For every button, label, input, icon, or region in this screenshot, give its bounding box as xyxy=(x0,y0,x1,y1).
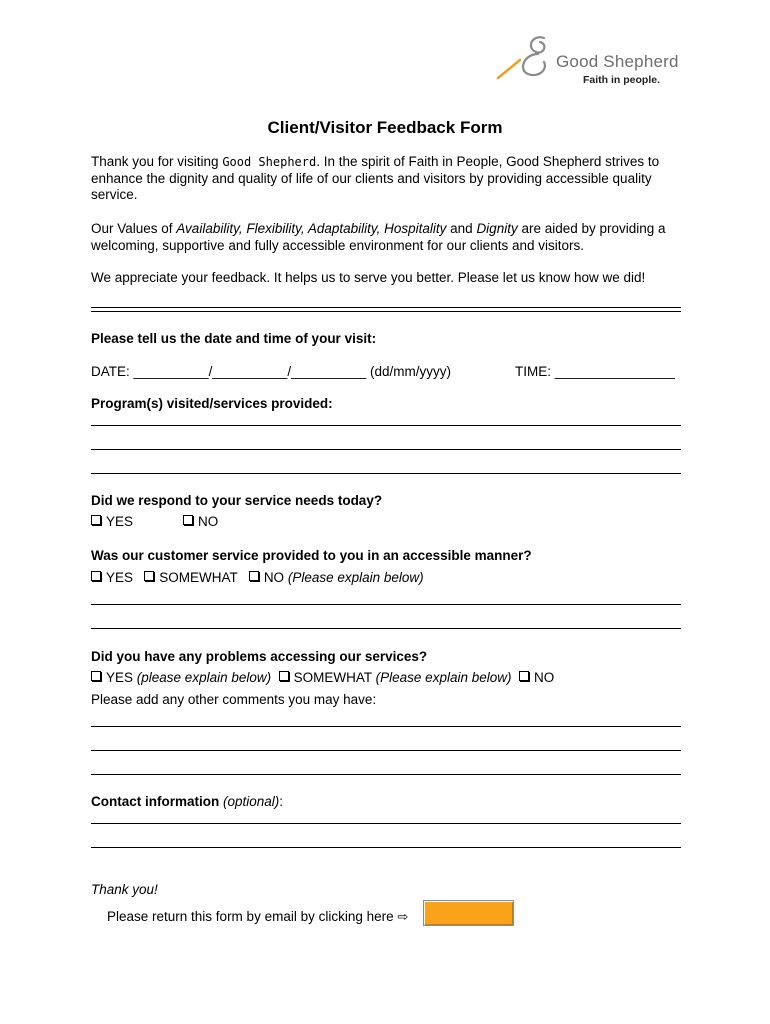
checkbox-icon[interactable] xyxy=(91,571,101,581)
logo-tagline: Faith in people. xyxy=(583,74,661,86)
checkbox-icon[interactable] xyxy=(519,671,529,681)
checkbox-icon[interactable] xyxy=(279,671,289,681)
logo-name: Good Shepherd xyxy=(556,52,679,71)
q3-no-option[interactable]: NO xyxy=(519,670,554,685)
return-instruction: Please return this form by email by clicking here ⇨ xyxy=(107,909,409,924)
q2-somewhat-option[interactable]: SOMEWHAT xyxy=(144,570,237,585)
visit-question: Please tell us the date and time of your visit: xyxy=(91,331,377,346)
checkbox-icon[interactable] xyxy=(91,515,101,525)
checkbox-icon[interactable] xyxy=(91,671,101,681)
programs-line-1[interactable] xyxy=(91,425,681,426)
programs-line-3[interactable] xyxy=(91,473,681,474)
checkbox-icon[interactable] xyxy=(249,571,259,581)
comments-prompt: Please add any other comments you may have: xyxy=(91,692,377,707)
q3-options xyxy=(91,670,554,685)
date-field[interactable]: DATE: __________/__________/__________ (dd/mm/yyyy) xyxy=(91,364,451,379)
q2-no-option[interactable]: NO (Please explain below) xyxy=(249,570,424,585)
q1-no-option[interactable]: NO xyxy=(183,514,218,529)
contact-label: Contact information (optional): xyxy=(91,794,284,809)
q2-yes-option[interactable]: YES xyxy=(91,570,133,585)
form-title: Client/Visitor Feedback Form xyxy=(267,118,503,137)
comments-line-1[interactable] xyxy=(91,726,681,727)
checkbox-icon[interactable] xyxy=(144,571,154,581)
comments-line-3[interactable] xyxy=(91,774,681,775)
q1-question: Did we respond to your service needs today? xyxy=(91,493,383,508)
time-field[interactable]: TIME: ________________ xyxy=(515,364,675,379)
programs-question: Program(s) visited/services provided: xyxy=(91,396,333,411)
q2-question: Was our customer service provided to you in an accessible manner? xyxy=(91,548,532,563)
email-submit-button[interactable] xyxy=(423,900,514,926)
contact-line-1[interactable] xyxy=(91,823,681,824)
q2-options xyxy=(91,570,424,585)
q1-yes-option[interactable]: YES xyxy=(91,514,133,529)
q3-question: Did you have any problems accessing our services? xyxy=(91,649,428,664)
checkbox-icon[interactable] xyxy=(183,515,193,525)
section-divider xyxy=(91,307,681,312)
intro-paragraph-2: Our Values of Availability, Flexibility, Adaptability, Hospitality and Dignity are aided by providing a welcoming, supportive and fully accessible environment for our clients and visitors. xyxy=(91,221,666,253)
arrow-right-icon: ⇨ xyxy=(397,909,409,924)
thank-you-text: Thank you! xyxy=(91,882,158,897)
q2-line-2[interactable] xyxy=(91,628,681,629)
intro-paragraph-3: We appreciate your feedback. It helps us to serve you better. Please let us know how we did! xyxy=(91,270,646,285)
programs-line-2[interactable] xyxy=(91,449,681,450)
q3-somewhat-option[interactable]: SOMEWHAT (Please explain below) xyxy=(279,670,512,685)
comments-line-2[interactable] xyxy=(91,750,681,751)
q3-yes-option[interactable]: YES (please explain below) xyxy=(91,670,271,685)
contact-line-2[interactable] xyxy=(91,847,681,848)
q2-line-1[interactable] xyxy=(91,604,681,605)
intro-paragraph-1: Thank you for visiting Good Shepherd. In the spirit of Faith in People, Good Shepherd strives to enhance the dignity and quality of life of our clients and visitors by providing accessible quality service. xyxy=(91,154,660,202)
